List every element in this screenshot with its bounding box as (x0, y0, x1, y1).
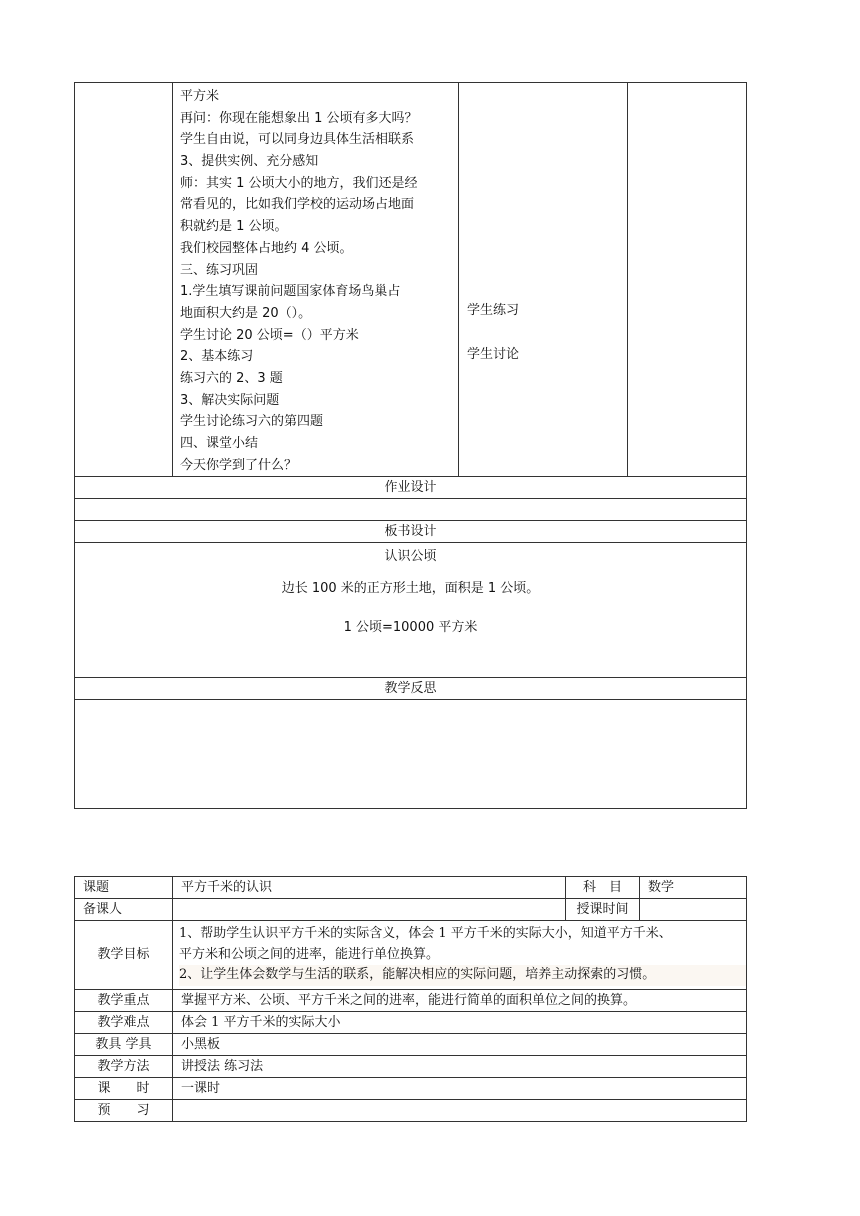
goal-1-line-b: 平方米和公顷之间的进率，能进行单位换算。 (179, 946, 440, 962)
board-header: 板书设计 (75, 521, 747, 543)
process-line: 地面积大约是 20（）。 (180, 305, 312, 321)
goals-content (173, 921, 747, 990)
student-activity-practice: 学生练习 (467, 303, 520, 318)
reflection-header: 教学反思 (75, 678, 747, 700)
homework-header: 作业设计 (75, 477, 747, 499)
preparer-label: 备课人 (75, 899, 173, 921)
process-line: 积就约是 1 公顷。 (180, 219, 288, 235)
goal-1-line-a: 1、帮助学生认识平方千米的实际含义，体会 1 平方千米的实际大小，知道平方千米、 (179, 926, 672, 941)
process-line: 我们校园整体占地约 4 公顷。 (180, 240, 353, 256)
process-line: 2、基本练习 (180, 349, 254, 365)
key-label: 教学重点 (75, 989, 173, 1011)
student-activity-cell (459, 83, 628, 477)
process-line: 1.学生填写课前问题国家体育场鸟巢占 (180, 284, 401, 300)
period-value: 一课时 (173, 1077, 747, 1099)
process-content-cell (173, 83, 459, 477)
preview-value (173, 1099, 747, 1121)
process-line: 四、课堂小结 (180, 436, 259, 451)
difficulty-label: 教学难点 (75, 1011, 173, 1033)
process-line: 常看见的，比如我们学校的运动场占地面 (180, 197, 415, 213)
process-line: 练习六的 2、3 题 (180, 370, 283, 386)
difficulty-value: 体会 1 平方千米的实际大小 (173, 1011, 747, 1033)
student-activity-gap (459, 322, 627, 344)
process-line: 师：其实 1 公顷大小的地方，我们还是经 (180, 175, 418, 191)
key-value: 掌握平方米、公顷、平方千米之间的进率，能进行简单的面积单位之间的换算。 (173, 989, 747, 1011)
preparer-value (173, 899, 566, 921)
method-label: 教学方法 (75, 1055, 173, 1077)
preview-label: 预 习 (75, 1099, 173, 1121)
time-value (640, 899, 747, 921)
board-line-2: 1 公顷=10000 平方米 (343, 620, 478, 636)
topic-value: 平方千米的认识 (173, 877, 566, 899)
process-row (75, 83, 747, 477)
process-line: 学生讨论练习六的第四题 (180, 414, 324, 430)
tools-value: 小黑板 (173, 1033, 747, 1055)
student-activity-discuss: 学生讨论 (467, 347, 520, 362)
goal-2: 2、让学生体会数学与生活的联系，能解决相应的实际问题，培养主动探索的习惯。 (179, 965, 746, 986)
tools-label: 教具 学具 (75, 1033, 173, 1055)
homework-content (75, 499, 747, 521)
process-left-cell (75, 83, 173, 477)
period-label: 课 时 (75, 1077, 173, 1099)
process-line: 3、解决实际问题 (180, 392, 280, 408)
process-line: 再问：你现在能想象出 1 公顷有多大吗？ (180, 110, 418, 126)
goals-label: 教学目标 (75, 921, 173, 990)
subject-value: 数学 (640, 877, 747, 899)
lesson-plan-table (74, 876, 747, 1122)
reflection-content (75, 700, 747, 809)
lesson-process-table (74, 82, 747, 809)
process-line: 学生自由说，可以同身边具体生活相联系 (180, 132, 415, 148)
process-line: 今天你学到了什么？ (180, 457, 298, 473)
board-title: 认识公顷 (384, 549, 437, 565)
topic-label: 课题 (75, 877, 173, 899)
subject-label: 科 目 (566, 877, 640, 899)
board-line-1: 边长 100 米的正方形土地，面积是 1 公顷。 (281, 581, 540, 597)
board-content (75, 543, 747, 678)
time-label: 授课时间 (566, 899, 640, 921)
process-line: 三、练习巩固 (180, 262, 259, 278)
process-line: 平方米 (180, 89, 220, 104)
notes-cell (628, 83, 747, 477)
process-line: 学生讨论 20 公顷=（）平方米 (180, 327, 359, 343)
method-value: 讲授法 练习法 (173, 1055, 747, 1077)
process-line: 3、提供实例、充分感知 (180, 154, 319, 170)
